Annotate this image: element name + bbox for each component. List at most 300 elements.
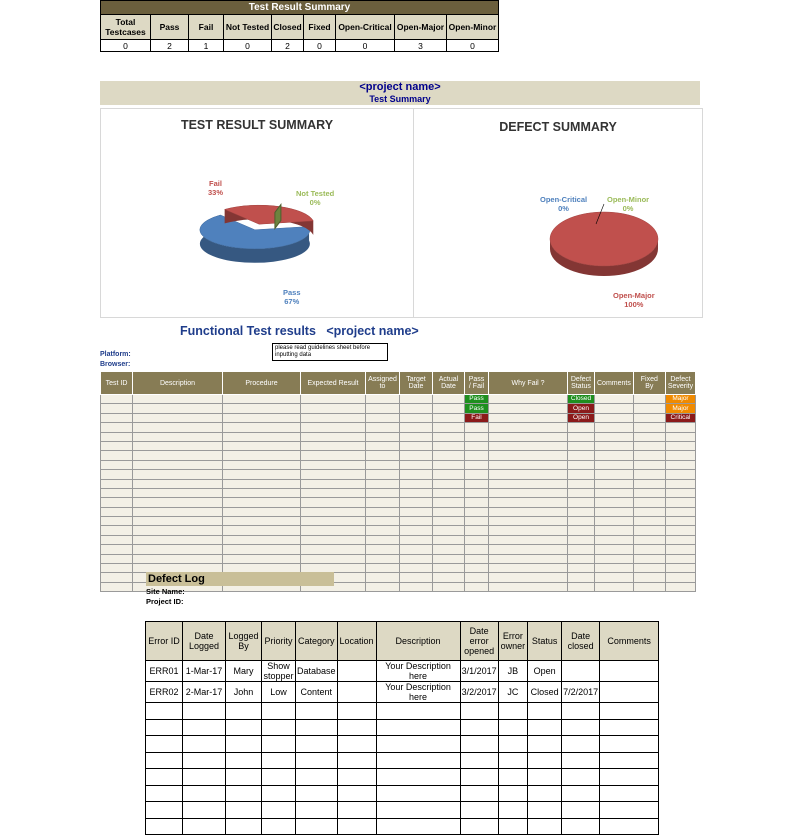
defect-col-header[interactable]: Location: [337, 622, 376, 661]
defect-cell[interactable]: [498, 802, 528, 819]
test-cell[interactable]: [465, 451, 489, 460]
severity-cell[interactable]: Critical: [665, 413, 695, 422]
test-cell[interactable]: [366, 545, 400, 554]
summary-value[interactable]: 1: [189, 40, 224, 52]
test-cell[interactable]: [101, 413, 133, 422]
test-cell[interactable]: [400, 404, 433, 413]
defect-cell[interactable]: [460, 736, 498, 753]
test-cell[interactable]: [133, 460, 223, 469]
defect-col-header[interactable]: Category: [296, 622, 338, 661]
test-cell[interactable]: [101, 432, 133, 441]
test-cell[interactable]: [465, 498, 489, 507]
test-cell[interactable]: [223, 432, 301, 441]
defect-cell[interactable]: [562, 661, 600, 682]
defect-cell[interactable]: [183, 736, 226, 753]
test-cell[interactable]: [633, 441, 665, 450]
defect-cell[interactable]: [498, 769, 528, 786]
defect-cell[interactable]: [146, 752, 183, 769]
defect-status-cell[interactable]: Open: [568, 413, 595, 422]
test-cell[interactable]: [489, 432, 568, 441]
test-cell[interactable]: [568, 488, 595, 497]
test-cell[interactable]: [223, 517, 301, 526]
test-cell[interactable]: [101, 582, 133, 591]
defect-cell[interactable]: Low: [262, 682, 296, 703]
col-header[interactable]: Target Date: [400, 372, 433, 395]
test-cell[interactable]: [133, 479, 223, 488]
defect-cell[interactable]: [296, 802, 338, 819]
test-cell[interactable]: [223, 479, 301, 488]
severity-cell[interactable]: Major: [665, 395, 695, 404]
test-cell[interactable]: [400, 488, 433, 497]
defect-cell[interactable]: Show stopper: [263, 661, 294, 681]
test-cell[interactable]: [433, 451, 465, 460]
defect-col-header[interactable]: Date Logged: [183, 622, 226, 661]
defect-cell[interactable]: [262, 703, 296, 720]
defect-cell[interactable]: [562, 736, 600, 753]
defect-cell[interactable]: John: [226, 682, 262, 703]
defect-cell[interactable]: 3/2/2017: [460, 682, 498, 703]
defect-cell[interactable]: [498, 785, 528, 802]
summary-header[interactable]: Fixed: [304, 15, 336, 40]
test-cell[interactable]: [595, 535, 634, 544]
test-cell[interactable]: [133, 498, 223, 507]
test-cell[interactable]: [433, 498, 465, 507]
test-cell[interactable]: [433, 479, 465, 488]
defect-cell[interactable]: [183, 752, 226, 769]
test-cell[interactable]: [400, 441, 433, 450]
test-cell[interactable]: [489, 479, 568, 488]
test-cell[interactable]: [223, 535, 301, 544]
defect-cell[interactable]: [226, 719, 262, 736]
test-cell[interactable]: [595, 554, 634, 563]
defect-cell[interactable]: [337, 818, 376, 835]
test-cell[interactable]: [400, 517, 433, 526]
test-cell[interactable]: [400, 535, 433, 544]
test-cell[interactable]: [366, 564, 400, 573]
test-cell[interactable]: [465, 517, 489, 526]
test-cell[interactable]: [223, 507, 301, 516]
test-cell[interactable]: [400, 470, 433, 479]
defect-cell[interactable]: [528, 703, 562, 720]
test-cell[interactable]: [101, 573, 133, 582]
test-cell[interactable]: [489, 545, 568, 554]
test-cell[interactable]: [595, 498, 634, 507]
test-cell[interactable]: [301, 451, 366, 460]
defect-cell[interactable]: [376, 752, 460, 769]
test-cell[interactable]: [400, 582, 433, 591]
test-cell[interactable]: [568, 441, 595, 450]
test-cell[interactable]: [489, 582, 568, 591]
test-cell[interactable]: [595, 573, 634, 582]
defect-cell[interactable]: [600, 752, 659, 769]
summary-value[interactable]: 2: [151, 40, 189, 52]
defect-cell[interactable]: [600, 818, 659, 835]
test-cell[interactable]: [568, 498, 595, 507]
test-cell[interactable]: [568, 460, 595, 469]
test-cell[interactable]: [633, 507, 665, 516]
defect-cell[interactable]: [562, 802, 600, 819]
defect-cell[interactable]: [498, 752, 528, 769]
test-cell[interactable]: [101, 517, 133, 526]
test-cell[interactable]: [665, 470, 695, 479]
test-cell[interactable]: [366, 507, 400, 516]
test-cell[interactable]: [568, 554, 595, 563]
defect-cell[interactable]: [460, 818, 498, 835]
test-cell[interactable]: [465, 488, 489, 497]
defect-cell[interactable]: [146, 769, 183, 786]
test-cell[interactable]: [595, 479, 634, 488]
test-cell[interactable]: [101, 526, 133, 535]
col-header[interactable]: Expected Result: [301, 372, 366, 395]
test-cell[interactable]: [433, 441, 465, 450]
defect-cell[interactable]: JC: [498, 682, 528, 703]
test-cell[interactable]: [400, 573, 433, 582]
test-cell[interactable]: [633, 470, 665, 479]
test-cell[interactable]: [568, 470, 595, 479]
test-cell[interactable]: [133, 432, 223, 441]
defect-cell[interactable]: [262, 802, 296, 819]
test-cell[interactable]: [366, 423, 400, 432]
test-cell[interactable]: [433, 573, 465, 582]
test-cell[interactable]: [489, 507, 568, 516]
test-cell[interactable]: [489, 441, 568, 450]
defect-cell[interactable]: [337, 752, 376, 769]
defect-cell[interactable]: [562, 752, 600, 769]
defect-cell[interactable]: [262, 752, 296, 769]
test-cell[interactable]: [633, 573, 665, 582]
defect-cell[interactable]: [262, 818, 296, 835]
defect-cell[interactable]: [562, 785, 600, 802]
test-cell[interactable]: [433, 545, 465, 554]
defect-cell[interactable]: [460, 719, 498, 736]
test-cell[interactable]: [433, 582, 465, 591]
test-cell[interactable]: [366, 582, 400, 591]
summary-header[interactable]: Not Tested: [224, 15, 272, 40]
defect-cell[interactable]: [183, 769, 226, 786]
defect-col-header[interactable]: Error ID: [146, 622, 183, 661]
defect-cell[interactable]: Database: [296, 661, 338, 682]
test-cell[interactable]: [133, 526, 223, 535]
defect-cell[interactable]: [562, 703, 600, 720]
test-cell[interactable]: [595, 404, 634, 413]
defect-cell[interactable]: ERR01: [146, 661, 183, 682]
test-cell[interactable]: [465, 564, 489, 573]
test-cell[interactable]: [665, 488, 695, 497]
defect-cell[interactable]: [296, 818, 338, 835]
test-cell[interactable]: [433, 395, 465, 404]
test-cell[interactable]: [400, 479, 433, 488]
test-cell[interactable]: [465, 460, 489, 469]
defect-cell[interactable]: [498, 719, 528, 736]
defect-cell[interactable]: Open: [528, 661, 562, 682]
test-cell[interactable]: [568, 545, 595, 554]
test-cell[interactable]: [665, 517, 695, 526]
defect-cell[interactable]: [262, 785, 296, 802]
test-cell[interactable]: [301, 517, 366, 526]
test-cell[interactable]: [301, 498, 366, 507]
test-cell[interactable]: [101, 479, 133, 488]
test-cell[interactable]: [568, 451, 595, 460]
test-cell[interactable]: [568, 535, 595, 544]
test-cell[interactable]: [301, 470, 366, 479]
test-cell[interactable]: [366, 413, 400, 422]
test-cell[interactable]: [301, 554, 366, 563]
test-cell[interactable]: [366, 404, 400, 413]
defect-cell[interactable]: Closed: [528, 682, 562, 703]
test-cell[interactable]: [366, 535, 400, 544]
summary-header[interactable]: Total Testcases: [101, 15, 151, 40]
summary-value[interactable]: 0: [336, 40, 395, 52]
test-cell[interactable]: [465, 507, 489, 516]
test-cell[interactable]: [665, 423, 695, 432]
test-cell[interactable]: [568, 423, 595, 432]
test-cell[interactable]: [133, 423, 223, 432]
test-cell[interactable]: [465, 526, 489, 535]
test-cell[interactable]: [665, 441, 695, 450]
defect-cell[interactable]: [337, 719, 376, 736]
defect-cell[interactable]: [337, 703, 376, 720]
test-cell[interactable]: [133, 554, 223, 563]
test-cell[interactable]: [101, 535, 133, 544]
defect-cell[interactable]: [262, 736, 296, 753]
test-cell[interactable]: [489, 535, 568, 544]
defect-cell[interactable]: [600, 703, 659, 720]
test-cell[interactable]: [301, 460, 366, 469]
test-cell[interactable]: [301, 413, 366, 422]
test-cell[interactable]: [133, 451, 223, 460]
col-header[interactable]: Fixed By: [633, 372, 665, 395]
test-cell[interactable]: [433, 526, 465, 535]
test-cell[interactable]: [489, 498, 568, 507]
test-cell[interactable]: [568, 517, 595, 526]
test-cell[interactable]: [101, 404, 133, 413]
test-cell[interactable]: [223, 423, 301, 432]
defect-cell[interactable]: [296, 769, 338, 786]
defect-cell[interactable]: [528, 769, 562, 786]
defect-cell[interactable]: [296, 736, 338, 753]
test-cell[interactable]: [400, 395, 433, 404]
defect-cell[interactable]: [528, 736, 562, 753]
test-cell[interactable]: [433, 460, 465, 469]
test-cell[interactable]: [465, 545, 489, 554]
defect-cell[interactable]: [183, 802, 226, 819]
defect-cell[interactable]: [562, 769, 600, 786]
test-cell[interactable]: [101, 545, 133, 554]
test-cell[interactable]: [366, 470, 400, 479]
test-cell[interactable]: [366, 517, 400, 526]
defect-cell[interactable]: [528, 818, 562, 835]
col-header[interactable]: Pass / Fail: [465, 372, 489, 395]
defect-status-cell[interactable]: Closed: [568, 395, 595, 404]
test-cell[interactable]: [433, 432, 465, 441]
col-header[interactable]: Description: [133, 372, 223, 395]
summary-header[interactable]: Open-Critical: [336, 15, 395, 40]
defect-cell[interactable]: [498, 703, 528, 720]
test-cell[interactable]: [223, 460, 301, 469]
test-cell[interactable]: [489, 404, 568, 413]
test-cell[interactable]: [633, 451, 665, 460]
summary-value[interactable]: 0: [224, 40, 272, 52]
test-cell[interactable]: [633, 526, 665, 535]
defect-cell[interactable]: [226, 769, 262, 786]
col-header[interactable]: Test ID: [101, 372, 133, 395]
test-cell[interactable]: [595, 488, 634, 497]
pass-fail-cell[interactable]: Fail: [465, 413, 489, 422]
test-cell[interactable]: [665, 554, 695, 563]
defect-cell[interactable]: [146, 802, 183, 819]
test-cell[interactable]: [665, 451, 695, 460]
defect-cell[interactable]: [528, 785, 562, 802]
test-cell[interactable]: [223, 488, 301, 497]
defect-cell[interactable]: [337, 785, 376, 802]
test-cell[interactable]: [633, 404, 665, 413]
test-cell[interactable]: [633, 479, 665, 488]
pass-fail-cell[interactable]: Pass: [465, 395, 489, 404]
test-cell[interactable]: [665, 479, 695, 488]
test-cell[interactable]: [433, 423, 465, 432]
test-cell[interactable]: [133, 404, 223, 413]
test-cell[interactable]: [595, 545, 634, 554]
test-cell[interactable]: [489, 395, 568, 404]
test-cell[interactable]: [595, 582, 634, 591]
defect-cell[interactable]: [376, 785, 460, 802]
test-cell[interactable]: [400, 526, 433, 535]
test-cell[interactable]: [665, 564, 695, 573]
test-cell[interactable]: [301, 395, 366, 404]
test-cell[interactable]: [595, 507, 634, 516]
test-cell[interactable]: [633, 395, 665, 404]
test-cell[interactable]: [633, 545, 665, 554]
defect-cell[interactable]: [226, 736, 262, 753]
test-cell[interactable]: [633, 517, 665, 526]
defect-cell[interactable]: Mary: [226, 661, 262, 682]
defect-cell[interactable]: 2-Mar-17: [183, 682, 226, 703]
test-cell[interactable]: [595, 413, 634, 422]
test-cell[interactable]: [665, 460, 695, 469]
test-cell[interactable]: [400, 432, 433, 441]
summary-header[interactable]: Fail: [189, 15, 224, 40]
test-cell[interactable]: [465, 423, 489, 432]
defect-cell[interactable]: [600, 661, 659, 682]
test-cell[interactable]: [223, 470, 301, 479]
test-cell[interactable]: [133, 535, 223, 544]
test-cell[interactable]: [301, 479, 366, 488]
test-cell[interactable]: [433, 413, 465, 422]
test-cell[interactable]: [366, 479, 400, 488]
test-cell[interactable]: [489, 517, 568, 526]
test-cell[interactable]: [633, 498, 665, 507]
test-cell[interactable]: [366, 498, 400, 507]
test-cell[interactable]: [101, 488, 133, 497]
test-cell[interactable]: [489, 526, 568, 535]
test-cell[interactable]: [133, 413, 223, 422]
summary-value[interactable]: 3: [395, 40, 447, 52]
test-cell[interactable]: [489, 470, 568, 479]
test-cell[interactable]: [301, 545, 366, 554]
test-cell[interactable]: [633, 535, 665, 544]
test-cell[interactable]: [665, 498, 695, 507]
defect-cell[interactable]: [460, 802, 498, 819]
test-cell[interactable]: [366, 526, 400, 535]
test-cell[interactable]: [101, 470, 133, 479]
test-cell[interactable]: [633, 488, 665, 497]
defect-cell[interactable]: [528, 719, 562, 736]
defect-cell[interactable]: Content: [296, 682, 338, 703]
col-header[interactable]: Why Fail ?: [489, 372, 568, 395]
defect-col-header[interactable]: Description: [376, 622, 460, 661]
test-cell[interactable]: [433, 517, 465, 526]
test-cell[interactable]: [489, 573, 568, 582]
test-cell[interactable]: [101, 564, 133, 573]
test-cell[interactable]: [433, 488, 465, 497]
test-cell[interactable]: [400, 423, 433, 432]
test-cell[interactable]: [665, 526, 695, 535]
test-cell[interactable]: [133, 441, 223, 450]
defect-cell[interactable]: [296, 785, 338, 802]
test-cell[interactable]: [301, 507, 366, 516]
test-cell[interactable]: [665, 582, 695, 591]
defect-cell[interactable]: [376, 703, 460, 720]
test-cell[interactable]: [101, 451, 133, 460]
test-cell[interactable]: [568, 564, 595, 573]
col-header[interactable]: Comments: [595, 372, 634, 395]
test-cell[interactable]: [366, 460, 400, 469]
defect-col-header[interactable]: Comments: [600, 622, 659, 661]
test-cell[interactable]: [665, 545, 695, 554]
test-cell[interactable]: [133, 545, 223, 554]
test-cell[interactable]: [633, 432, 665, 441]
defect-cell[interactable]: JB: [498, 661, 528, 682]
defect-cell[interactable]: [600, 736, 659, 753]
defect-cell[interactable]: [460, 752, 498, 769]
test-cell[interactable]: [665, 573, 695, 582]
defect-cell[interactable]: Your Description here: [376, 682, 460, 703]
test-cell[interactable]: [595, 460, 634, 469]
test-cell[interactable]: [400, 554, 433, 563]
test-cell[interactable]: [633, 460, 665, 469]
summary-header[interactable]: Closed: [272, 15, 304, 40]
test-cell[interactable]: [366, 451, 400, 460]
defect-cell[interactable]: [183, 703, 226, 720]
defect-cell[interactable]: [183, 818, 226, 835]
test-cell[interactable]: [595, 517, 634, 526]
test-cell[interactable]: [366, 441, 400, 450]
test-cell[interactable]: [568, 479, 595, 488]
defect-cell[interactable]: [337, 736, 376, 753]
test-cell[interactable]: [133, 488, 223, 497]
summary-value[interactable]: 2: [272, 40, 304, 52]
defect-col-header[interactable]: Date error opened: [460, 622, 498, 661]
defect-cell[interactable]: [376, 818, 460, 835]
defect-cell[interactable]: [460, 769, 498, 786]
defect-cell[interactable]: [562, 719, 600, 736]
summary-header[interactable]: Open-Minor: [447, 15, 499, 40]
test-cell[interactable]: [133, 517, 223, 526]
test-cell[interactable]: [223, 404, 301, 413]
test-cell[interactable]: [489, 423, 568, 432]
test-cell[interactable]: [400, 460, 433, 469]
defect-col-header[interactable]: Priority: [262, 622, 296, 661]
defect-cell[interactable]: [600, 682, 659, 703]
test-cell[interactable]: [489, 460, 568, 469]
test-cell[interactable]: [366, 395, 400, 404]
test-cell[interactable]: [400, 545, 433, 554]
defect-cell[interactable]: [226, 785, 262, 802]
test-cell[interactable]: [595, 564, 634, 573]
severity-cell[interactable]: Major: [665, 404, 695, 413]
defect-cell[interactable]: [528, 752, 562, 769]
test-cell[interactable]: [400, 413, 433, 422]
